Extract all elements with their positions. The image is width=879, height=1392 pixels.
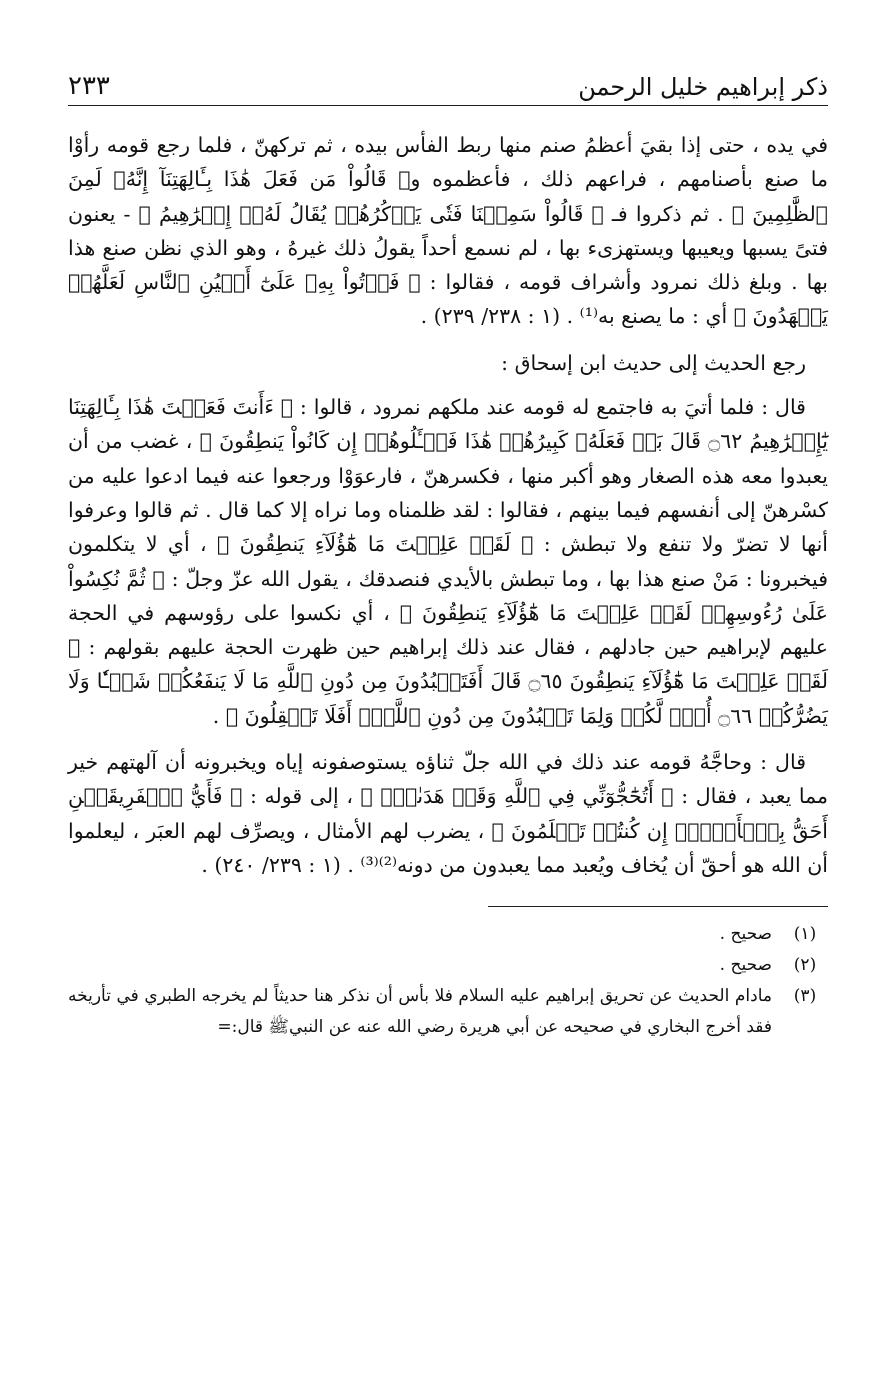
footnote-number: (٣): [793, 986, 817, 1007]
footnotes: [68, 919, 828, 1043]
footnote-item: [68, 919, 828, 950]
footnote-item: [68, 950, 828, 981]
header-title: ذكر إبراهيم خليل الرحمن: [578, 73, 828, 101]
footnote-number: (٢): [793, 955, 817, 976]
paragraph: قال : فلما أتيَ به فاجتمع له قومه عند ملكهم نمرود ، قالوا : ﴿ ءَأَنتَ فَعَلۡتَ هَٰذَا بِـَٔالِهَتِنَا يَٰٓإِبۡرَٰهِيمُ ۝٦٢ قَالَ بَلۡ فَعَلَهُۥ كَبِيرُهُمۡ هَٰذَا فَسۡـَٔلُوهُمۡ إِن كَانُواْ يَنطِقُونَ ﴾ ، غضب من أن يعبدوا معه هذه الصغار وهو أكبر منها ، فكسرهنّ ، فارعوَوْا ورجعوا عنه فيما ادعوا عليه من كسْرهنّ إلى أنفسهم فيما بينهم ، فقالوا : لقد ظلمناه وما نراه إلا كما قال . ثم قالوا وعرفوا أنها لا تضرّ ولا تنفع ولا تبطش : ﴿ لَقَدۡ عَلِمۡتَ مَا هَٰٓؤُلَآءِ يَنطِقُونَ ﴾ ، أي لا يتكلمون فيخبرونا : مَنْ صنع هذا بها ، وما تبطش بالأيدي فنصدقك ، يقول الله عزّ وجلّ : ﴿ ثُمَّ نُكِسُواْ عَلَىٰ رُءُوسِهِمۡ لَقَدۡ عَلِمۡتَ مَا هَٰٓؤُلَآءِ يَنطِقُونَ ﴾ ، أي نكسوا على رؤوسهم في الحجة عليهم لإبراهيم حين جادلهم ، فقال عند ذلك إبراهيم حين ظهرت الحجة عليهم بقولهم : ﴿ لَقَدۡ عَلِمۡتَ مَا هَٰٓؤُلَآءِ يَنطِقُونَ ۝٦٥ قَالَ أَفَتَعۡبُدُونَ مِن دُونِ ٱللَّهِ مَا لَا يَنفَعُكُمۡ شَيۡـٔٗا وَلَا يَضُرُّكُمۡ ۝٦٦ أُفّٖ لَّكُمۡ وَلِمَا تَعۡبُدُونَ مِن دُونِ ٱللَّهِۚ أَفَلَا تَعۡقِلُونَ ﴾ .: [68, 395, 828, 728]
body-text: [68, 128, 828, 882]
footnote-number: (١): [793, 924, 817, 945]
book-page: [68, 60, 828, 1370]
footnote-text: مادام الحديث عن تحريق إبراهيم عليه السلام فلا بأس أن نذكر هنا حديثاً لم يخرجه الطبري في تأريخه فقد أخرج البخاري في صحيحه عن أبي هريرة رضي الله عنه عن النبيﷺ قال:=: [68, 986, 772, 1038]
paragraph: في يده ، حتى إذا بقيَ أعظمُ صنم منها ربط الفأس بيده ، ثم تركهنّ ، فلما رجع قومه رأوْا ما صنع بأصنامهم ، فراعهم ذلك ، فأعظموه و﴿ قَالُواْ مَن فَعَلَ هَٰذَا بِـَٔالِهَتِنَآ إِنَّهُۥ لَمِنَ ٱلظَّٰلِمِينَ ﴾ . ثم ذكروا فـ ﴿ قَالُواْ سَمِعۡنَا فَتٗى يَذۡكُرُهُمۡ يُقَالُ لَهُۥٓ إِبۡرَٰهِيمُ ﴾ - يعنون فتىً يسبها ويعيبها ويستهزىء بها ، لم نسمع أحداً يقولُ ذلك غيرهُ ، وهو الذي نظن صنع هذا بها . وبلغ ذلك نمرود وأشراف قومه ، فقالوا : ﴿ فَأۡتُواْ بِهِۦ عَلَىٰٓ أَعۡيُنِ ٱلنَّاسِ لَعَلَّهُمۡ يَشۡهَدُونَ ﴾ أي : ما يصنع به⁽¹⁾ . (١ : ٢٣٨/ ٢٣٩) .: [68, 133, 828, 329]
footnote-text: صحيح .: [719, 924, 772, 945]
footnote-divider: [488, 906, 828, 907]
running-header: [68, 60, 828, 106]
paragraph: قال : وحاجَّهُ قومه عند ذلك في الله جلّ ثناؤه يستوصفونه إياه ويخبرونه أن آلهتهم خير مما يعبد ، فقال : ﴿ أَتُحَٰٓجُّوٓنِّي فِي ٱللَّهِ وَقَدۡ هَدَىٰنِۚ ﴾ ، إلى قوله : ﴿ فَأَيُّ ٱلۡفَرِيقَيۡنِ أَحَقُّ بِٱلۡأَمۡنِۖ إِن كُنتُمۡ تَعۡلَمُونَ ﴾ ، يضرب لهم الأمثال ، ويصرِّف لهم العبَر ، ليعلموا أن الله هو أحقّ أن يُخاف ويُعبد مما يعبدون من دونه⁽²⁾⁽³⁾ . (١ : ٢٣٩/ ٢٤٠) .: [68, 750, 828, 877]
page-number: ٢٣٣: [68, 71, 110, 101]
footnote-text: صحيح .: [719, 955, 772, 976]
paragraph: رجع الحديث إلى حديث ابن إسحاق :: [501, 350, 806, 375]
footnote-item: [68, 981, 828, 1043]
